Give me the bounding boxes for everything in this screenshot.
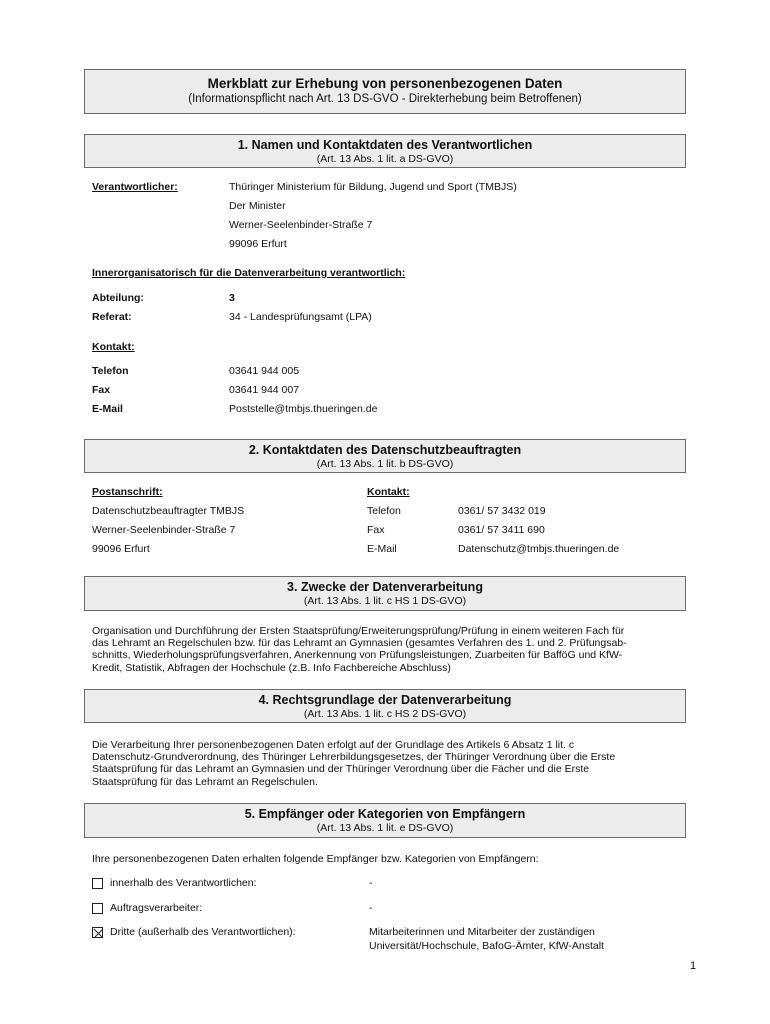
checkbox-innerhalb[interactable] bbox=[92, 878, 103, 889]
abteilung-value: 3 bbox=[229, 292, 235, 304]
dsb-fax-label: Fax bbox=[367, 524, 385, 536]
section5-header bbox=[84, 803, 686, 838]
section3-title: 3. Zwecke der Datenverarbeitung bbox=[287, 580, 483, 594]
postanschrift-heading: Postanschrift: bbox=[92, 486, 163, 498]
paragraph-line: Staatsprüfung für das Lehramt an Gymnasien und der Thüringer Verordnung über die Fächer und die Erste bbox=[92, 763, 590, 776]
option-value: - bbox=[369, 902, 373, 914]
page-number: 1 bbox=[690, 960, 697, 972]
paragraph-line: Die Verarbeitung Ihrer personenbezogenen Daten erfolgt auf der Grundlage des Artikels 6 Absatz 1 lit. c bbox=[92, 739, 575, 751]
option-label: Dritte (außerhalb des Verantwortlichen): bbox=[110, 926, 296, 938]
postanschrift-line: Datenschutzbeauftragter TMBJS bbox=[92, 505, 245, 517]
section1-header bbox=[84, 134, 686, 168]
address-line: 99096 Erfurt bbox=[229, 238, 287, 250]
paragraph-line: Staatsprüfung für das Lehramt an Regelschulen. bbox=[92, 775, 318, 788]
section1-sub: (Art. 13 Abs. 1 lit. a DS-GVO) bbox=[316, 153, 454, 165]
section5-sub: (Art. 13 Abs. 1 lit. e DS-GVO) bbox=[316, 822, 454, 834]
paragraph-line: Organisation und Durchführung der Ersten Staatsprüfung/Erweiterungsprüfung/Prüfung in einem weiteren Fach für bbox=[92, 625, 625, 637]
document-title: Merkblatt zur Erhebung von personenbezogenen Daten bbox=[207, 76, 563, 91]
checkbox-auftragsverarbeiter[interactable] bbox=[92, 903, 103, 914]
section2-sub: (Art. 13 Abs. 1 lit. b DS-GVO) bbox=[316, 458, 454, 470]
referat-label: Referat: bbox=[92, 311, 132, 323]
dsb-kontakt-heading: Kontakt: bbox=[367, 486, 410, 498]
dsb-telefon-label: Telefon bbox=[367, 505, 401, 517]
address-line: Der Minister bbox=[229, 200, 286, 212]
option-value: - bbox=[369, 877, 373, 889]
section1-title: 1. Namen und Kontaktdaten des Verantwortlichen bbox=[237, 138, 533, 152]
kontakt-heading: Kontakt: bbox=[92, 341, 135, 353]
section2-title: 2. Kontaktdaten des Datenschutzbeauftragten bbox=[248, 443, 522, 457]
section5-title: 5. Empfänger oder Kategorien von Empfängern bbox=[244, 807, 526, 821]
email-value: Poststelle@tmbjs.thueringen.de bbox=[229, 403, 378, 415]
dsb-telefon-value: 0361/ 57 3432 019 bbox=[458, 505, 546, 517]
section3-header bbox=[84, 576, 686, 611]
document-subtitle: (Informationspflicht nach Art. 13 DS-GVO - Direkterhebung beim Betroffenen) bbox=[188, 93, 582, 105]
telefon-label: Telefon bbox=[92, 365, 129, 377]
verantwortlicher-label: Verantwortlicher: bbox=[92, 181, 178, 193]
inner-heading: Innerorganisatorisch für die Datenverarbeitung verantwortlich: bbox=[92, 267, 406, 279]
dsb-email-label: E-Mail bbox=[367, 543, 397, 555]
section3-paragraph bbox=[92, 625, 684, 674]
paragraph-line: Kredit, Statistik, Abfragen der Hochschule (z.B. Info Fachbereiche Abschluss) bbox=[92, 661, 451, 674]
fax-value: 03641 944 007 bbox=[229, 384, 300, 396]
email-label: E-Mail bbox=[92, 403, 123, 415]
section4-title: 4. Rechtsgrundlage der Datenverarbeitung bbox=[258, 693, 512, 707]
section3-sub: (Art. 13 Abs. 1 lit. c HS 1 DS-GVO) bbox=[303, 595, 467, 607]
paragraph-line: Datenschutz-Grundverordnung, des Thüringer Lehrerbildungsgesetzes, der Thüringer Verordnung über die Erste bbox=[92, 751, 616, 764]
section4-sub: (Art. 13 Abs. 1 lit. c HS 2 DS-GVO) bbox=[303, 708, 467, 720]
section4-header bbox=[84, 689, 686, 723]
abteilung-label: Abteilung: bbox=[92, 292, 144, 304]
option-value-line: Mitarbeiterinnen und Mitarbeiter der zuständigen bbox=[369, 926, 595, 938]
referat-value: 34 - Landesprüfungsamt (LPA) bbox=[229, 311, 372, 323]
paragraph-line: das Lehramt an Regelschulen bzw. für das Lehramt an Gymnasien (gesamtes Verfahren des 1. und 2. Prüfungsab- bbox=[92, 637, 627, 650]
address-line: Werner-Seelenbinder-Straße 7 bbox=[229, 219, 373, 231]
fax-label: Fax bbox=[92, 384, 111, 396]
paragraph-line: schnitts, Wiederholungsprüfungsverfahren, Anerkennung von Prüfungsleistungen, Zuarbeiten für BafföG und KfW- bbox=[92, 649, 623, 662]
option-label: Auftragsverarbeiter: bbox=[110, 902, 203, 914]
address-line: Thüringer Ministerium für Bildung, Jugend und Sport (TMBJS) bbox=[229, 181, 517, 193]
dsb-fax-value: 0361/ 57 3411 690 bbox=[458, 524, 545, 536]
checkbox-dritte[interactable] bbox=[92, 927, 103, 938]
postanschrift-line: 99096 Erfurt bbox=[92, 543, 150, 555]
header-box bbox=[84, 69, 686, 114]
dsb-email-value: Datenschutz@tmbjs.thueringen.de bbox=[458, 543, 620, 555]
section2-header bbox=[84, 439, 686, 473]
option-value-line: Universität/Hochschule, BafoG-Ämter, KfW-Anstalt bbox=[369, 940, 604, 952]
telefon-value: 03641 944 005 bbox=[229, 365, 300, 377]
section4-paragraph bbox=[92, 739, 684, 788]
postanschrift-line: Werner-Seelenbinder-Straße 7 bbox=[92, 524, 236, 536]
option-label: innerhalb des Verantwortlichen: bbox=[110, 877, 257, 889]
recipients-intro: Ihre personenbezogenen Daten erhalten folgende Empfänger bzw. Kategorien von Empfängern: bbox=[92, 853, 539, 865]
checkmark-x-icon bbox=[93, 928, 104, 939]
